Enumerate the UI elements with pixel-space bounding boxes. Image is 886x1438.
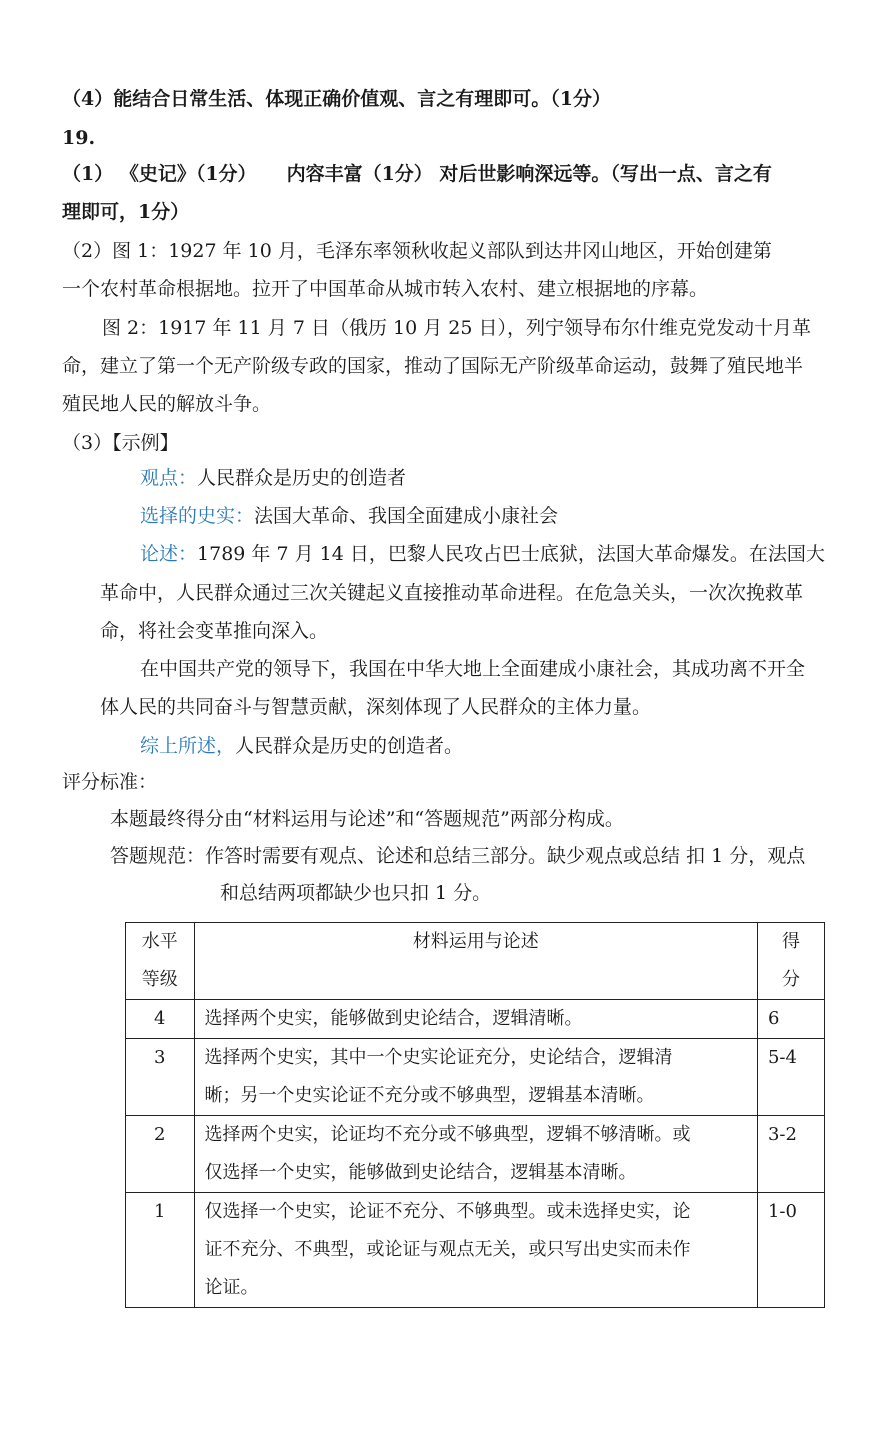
row-description	[194, 1193, 757, 1308]
row-score: 1-0	[757, 1193, 824, 1308]
header-level	[126, 923, 195, 1000]
example-viewpoint	[140, 465, 406, 491]
q19-1-answer	[62, 161, 772, 187]
q19-3-heading: （3）【示例】	[62, 432, 179, 454]
row-desc-line: 仅选择一个史实，论证不充分、不够典型。或未选择史实，论	[204, 1201, 691, 1222]
table-row	[126, 1116, 825, 1193]
conclusion-label: 综上所述，	[140, 735, 236, 757]
row-score: 5-4	[757, 1039, 824, 1116]
scoring-line-1: 本题最终得分由“材料运用与论述”和“答题规范”两部分构成。	[110, 808, 624, 830]
example-argument-line-1	[140, 541, 825, 567]
scoring-title: 评分标准：	[62, 771, 158, 793]
example-argument-line-2: 革命中，人民群众通过三次关键起义直接推动革命进程。在危急关头，一次次挽救革	[100, 582, 804, 604]
q19-1-continuation: 理即可，1分）	[62, 201, 190, 223]
header-material-text: 材料运用与论述	[412, 931, 539, 952]
q19-2-line-4: 命，建立了第一个无产阶级专政的国家，推动了国际无产阶级革命运动，鼓舞了殖民地半	[62, 355, 804, 377]
rubric-table	[125, 922, 825, 1308]
row-description	[194, 1039, 757, 1116]
scoring-line-3: 和总结两项都缺少也只扣 1 分。	[220, 882, 492, 904]
argument-label: 论述：	[140, 543, 198, 565]
header-score	[757, 923, 824, 1000]
row-score: 6	[757, 1000, 824, 1039]
table-header-row	[126, 923, 825, 1000]
q19-number: 19.	[62, 127, 96, 149]
row-level: 2	[126, 1116, 195, 1193]
row-desc-line: 仅选择一个史实，能够做到史论结合，逻辑基本清晰。	[204, 1162, 637, 1183]
table-row	[126, 1039, 825, 1116]
header-level-line-1: 水平	[141, 931, 178, 952]
row-desc-line: 晰；另一个史实论证不充分或不够典型，逻辑基本清晰。	[204, 1085, 655, 1106]
q19-1-part-a: （1） 《史记》（1分）	[62, 163, 257, 185]
row-desc-line: 选择两个史实，论证均不充分或不够典型，逻辑不够清晰。或	[204, 1124, 691, 1145]
table-row	[126, 1000, 825, 1039]
header-score-line-1: 得	[781, 931, 800, 952]
q19-2-line-1: （2）图 1：1927 年 10 月，毛泽东率领秋收起义部队到达井冈山地区，开始创建第	[62, 240, 772, 262]
example-conclusion	[140, 733, 463, 759]
argument-text-1: 1789 年 7 月 14 日，巴黎人民攻占巴士底狱，法国大革命爆发。在法国大	[197, 543, 825, 565]
scoring-line-2: 答题规范：作答时需要有观点、论述和总结三部分。缺少观点或总结 扣 1 分，观点	[110, 845, 806, 867]
q19-2-line-2: 一个农村革命根据地。拉开了中国革命从城市转入农村、建立根据地的序幕。	[62, 278, 709, 300]
row-score: 3-2	[757, 1116, 824, 1193]
table-row	[126, 1193, 825, 1308]
example-argument-line-3: 命，将社会变革推向深入。	[100, 620, 329, 642]
row-description	[194, 1000, 757, 1039]
facts-text: 法国大革命、我国全面建成小康社会	[254, 505, 559, 527]
q4-answer: （4）能结合日常生活、体现正确价值观、言之有理即可。（1分）	[62, 88, 611, 110]
row-desc-line: 论证。	[204, 1277, 259, 1298]
row-level: 4	[126, 1000, 195, 1039]
row-desc-line: 选择两个史实，能够做到史论结合，逻辑清晰。	[204, 1008, 583, 1029]
conclusion-text: 人民群众是历史的创造者。	[235, 735, 464, 757]
row-desc-line: 证不充分、不典型，或论证与观点无关，或只写出史实而未作	[204, 1239, 691, 1260]
q19-2-line-3: 图 2：1917 年 11 月 7 日（俄历 10 月 25 日），列宁领导布尔什维克党发动十月革	[102, 317, 811, 339]
header-material	[194, 923, 757, 1000]
row-desc-line: 选择两个史实，其中一个史实论证充分，史论结合，逻辑清	[204, 1047, 673, 1068]
row-level: 3	[126, 1039, 195, 1116]
facts-label: 选择的史实：	[140, 505, 255, 527]
example-argument-line-4: 在中国共产党的领导下，我国在中华大地上全面建成小康社会，其成功离不开全	[140, 658, 806, 680]
example-facts	[140, 503, 558, 529]
viewpoint-label: 观点：	[140, 467, 198, 489]
row-description	[194, 1116, 757, 1193]
q19-2-line-5: 殖民地人民的解放斗争。	[62, 393, 272, 415]
header-level-line-2: 等级	[141, 969, 178, 990]
example-argument-line-5: 体人民的共同奋斗与智慧贡献，深刻体现了人民群众的主体力量。	[100, 696, 652, 718]
header-score-line-2: 分	[781, 969, 800, 990]
viewpoint-text: 人民群众是历史的创造者	[197, 467, 407, 489]
row-level: 1	[126, 1193, 195, 1308]
q19-1-part-b: 内容丰富（1分） 对后世影响深远等。（写出一点、言之有	[286, 163, 772, 185]
